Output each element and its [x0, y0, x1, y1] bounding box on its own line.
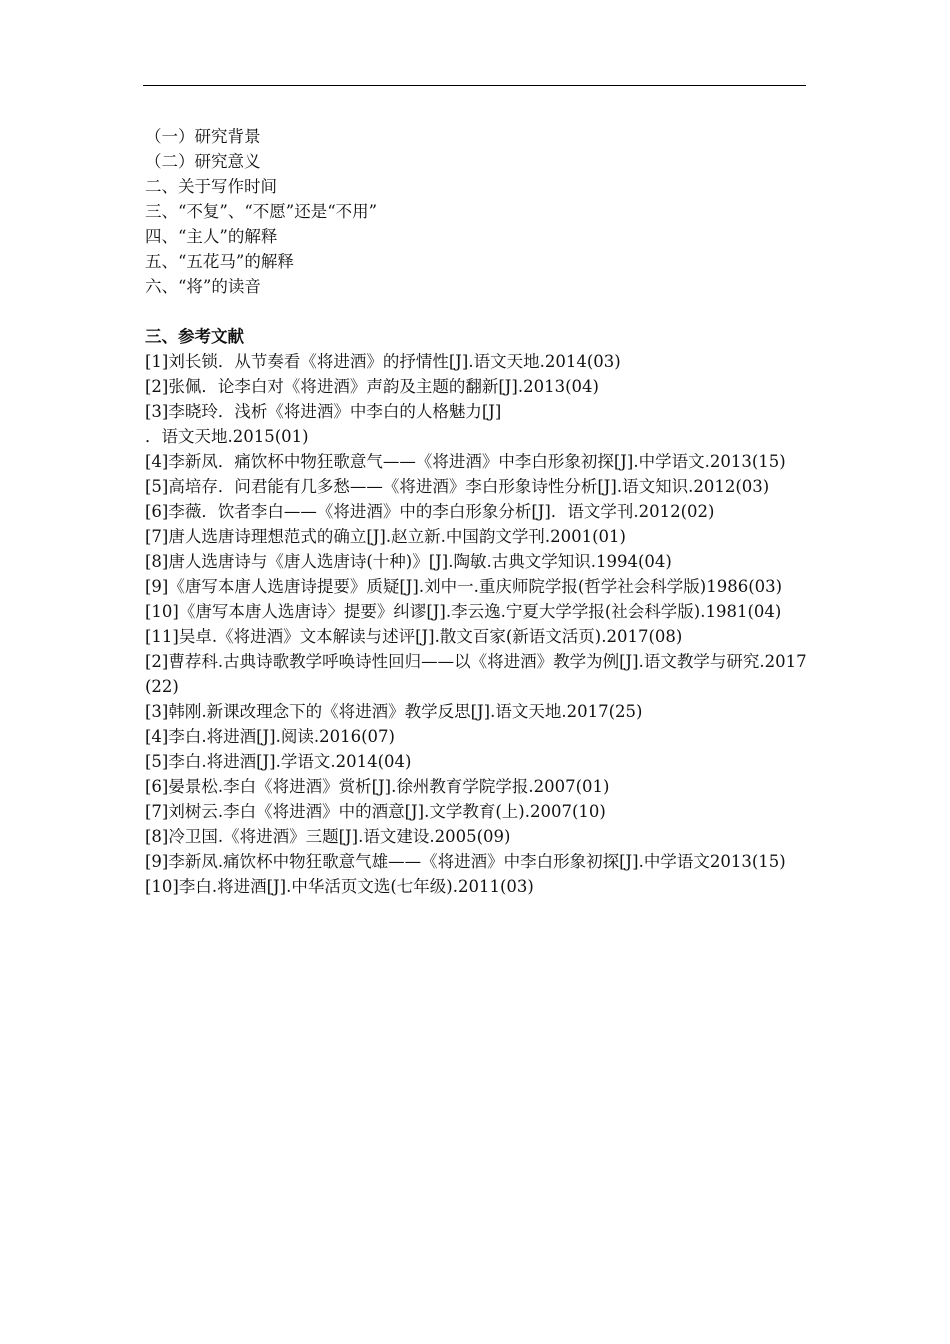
outline-item: 三、“不复”、“不愿”还是“不用”	[145, 202, 378, 221]
spacer	[145, 299, 809, 324]
outline-item: 四、“主人”的解释	[145, 227, 278, 246]
references-heading: 三、参考文献	[145, 327, 244, 346]
reference-item: [9]《唐写本唐人选唐诗提要》质疑[J].刘中一.重庆师院学报(哲学社会科学版)1986(03)	[145, 577, 783, 596]
reference-item: [6]李薇．饮者李白——《将进酒》中的李白形象分析[J]．语文学刊.2012(02)	[145, 502, 715, 521]
reference-item: [2]曹荐科.古典诗歌教学呼唤诗性回归——以《将进酒》教学为例[J].语文教学与研究.2017(22)	[145, 652, 807, 696]
reference-item: [1]刘长锁．从节奏看《将进酒》的抒情性[J].语文天地.2014(03)	[145, 352, 621, 371]
outline-list	[145, 124, 809, 299]
reference-item: [6]晏景松.李白《将进酒》赏析[J].徐州教育学院学报.2007(01)	[145, 777, 610, 796]
reference-item: [10]《唐写本唐人选唐诗〉提要》纠谬[J].李云逸.宁夏大学学报(社会科学版).1981(04)	[145, 602, 782, 621]
reference-item: ．语文天地.2015(01)	[145, 427, 309, 446]
reference-item: [4]李白.将进酒[J].阅读.2016(07)	[145, 727, 395, 746]
reference-item: [2]张佩．论李白对《将进酒》声韵及主题的翻新[J].2013(04)	[145, 377, 599, 396]
reference-item: [8]唐人选唐诗与《唐人选唐诗(十种)》[J].陶敏.古典文学知识.1994(04)	[145, 552, 672, 571]
reference-item: [11]吴卓.《将进酒》文本解读与述评[J].散文百家(新语文活页).2017(08)	[145, 627, 683, 646]
header-rule	[143, 85, 806, 86]
reference-item: [5]李白.将进酒[J].学语文.2014(04)	[145, 752, 412, 771]
reference-item: [4]李新凤．痛饮杯中物狂歌意气——《将进酒》中李白形象初探[J].中学语文.2013(15)	[145, 452, 786, 471]
document-body	[145, 124, 809, 899]
reference-item: [3]李晓玲．浅析《将进酒》中李白的人格魅力[J]	[145, 402, 502, 421]
outline-item: 二、关于写作时间	[145, 177, 277, 196]
reference-item: [7]刘树云.李白《将进酒》中的酒意[J].文学教育(上).2007(10)	[145, 802, 606, 821]
outline-item: 五、“五花马”的解释	[145, 252, 294, 271]
reference-item: [10]李白.将进酒[J].中华活页文选(七年级).2011(03)	[145, 877, 534, 896]
reference-item: [7]唐人选唐诗理想范式的确立[J].赵立新.中国韵文学刊.2001(01)	[145, 527, 626, 546]
outline-item: （一）研究背景	[145, 127, 261, 146]
reference-item: [9]李新凤.痛饮杯中物狂歌意气雄——《将进酒》中李白形象初探[J].中学语文2013(15)	[145, 852, 786, 871]
reference-item: [3]韩刚.新课改理念下的《将进酒》教学反思[J].语文天地.2017(25)	[145, 702, 643, 721]
reference-item: [5]高培存．问君能有几多愁——《将进酒》李白形象诗性分析[J].语文知识.2012(03)	[145, 477, 770, 496]
outline-item: 六、“将”的读音	[145, 277, 261, 296]
reference-list	[145, 349, 809, 899]
reference-item: [8]冷卫国.《将进酒》三题[J].语文建设.2005(09)	[145, 827, 511, 846]
outline-item: （二）研究意义	[145, 152, 261, 171]
